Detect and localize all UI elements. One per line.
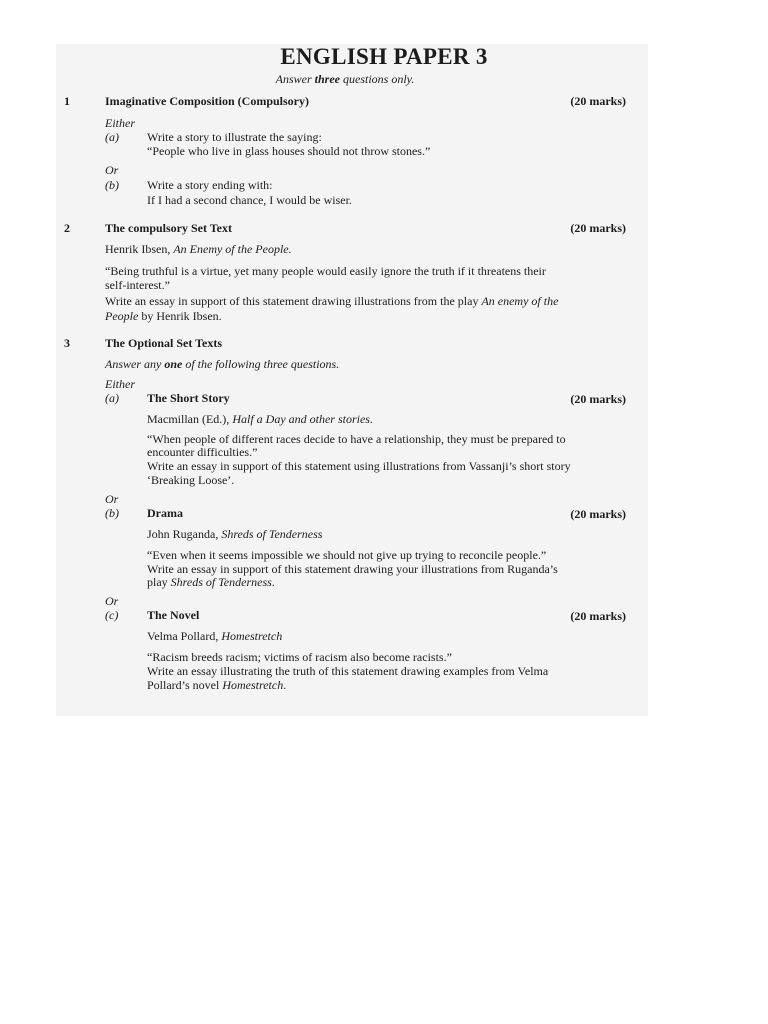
question-2-marks: (20 marks) (570, 221, 626, 235)
q3-option-a-quote-line2: encounter difficulties.” (147, 445, 258, 459)
q1-option-b-label: (b) (105, 178, 119, 192)
q2-set-text: Henrik Ibsen, An Enemy of the People. (105, 242, 292, 256)
q2-task-line1: Write an essay in support of this statement drawing illustrations from the play An enemy of the (105, 294, 559, 308)
q3-or-b: Or (105, 492, 119, 506)
q3-either: Either (105, 377, 135, 391)
q3-option-c-heading: The Novel (147, 608, 200, 622)
q3-option-c-task-line2: Pollard’s novel Homestretch. (147, 678, 287, 692)
q3-option-c-marks: (20 marks) (570, 609, 626, 623)
q1-option-a-line1: Write a story to illustrate the saying: (147, 130, 322, 144)
q2-quote-line1: “Being truthful is a virtue, yet many people would easily ignore the truth if it threatens their (105, 264, 546, 278)
q1-option-a-label: (a) (105, 130, 119, 144)
q3-option-b-marks: (20 marks) (570, 507, 626, 521)
q1-option-b-line1: Write a story ending with: (147, 178, 273, 192)
q1-or: Or (105, 163, 119, 177)
q3-option-a-heading: The Short Story (147, 391, 230, 405)
q3-option-b-task-line1: Write an essay in support of this statement drawing your illustrations from Ruganda’s (147, 562, 558, 576)
question-1-number: 1 (64, 94, 70, 108)
q3-option-a-task-line2: ‘Breaking Loose’. (147, 473, 235, 487)
q3-option-a-marks: (20 marks) (570, 392, 626, 406)
q2-task-line2: People by Henrik Ibsen. (105, 309, 222, 323)
q3-option-a-quote-line1: “When people of different races decide to have a relationship, they must be prepared to (147, 432, 566, 446)
q2-quote-line2: self-interest.” (105, 278, 170, 292)
question-2-number: 2 (64, 221, 70, 235)
q3-option-c-quote-line1: “Racism breeds racism; victims of racism also become racists.” (147, 650, 452, 664)
q3-option-b-task-line2: play Shreds of Tenderness. (147, 575, 275, 589)
q3-option-c-set-text: Velma Pollard, Homestretch (147, 629, 283, 643)
q3-option-c-label: (c) (105, 608, 119, 622)
q3-or-c: Or (105, 594, 119, 608)
q3-option-b-set-text: John Ruganda, Shreds of Tenderness (147, 527, 323, 541)
q1-either: Either (105, 116, 135, 130)
q3-option-a-task-line1: Write an essay in support of this statement using illustrations from Vassanji’s short story (147, 459, 571, 473)
question-1-heading: Imaginative Composition (Compulsory) (105, 94, 310, 108)
page-title: ENGLISH PAPER 3 (280, 44, 488, 69)
question-3-number: 3 (64, 336, 70, 350)
q3-option-a-label: (a) (105, 391, 119, 405)
q3-option-b-heading: Drama (147, 506, 183, 520)
question-1-marks: (20 marks) (570, 94, 626, 108)
q3-option-c-task-line1: Write an essay illustrating the truth of this statement drawing examples from Velma (147, 664, 549, 678)
question-3-heading: The Optional Set Texts (105, 336, 223, 350)
q1-option-b-line2: If I had a second chance, I would be wiser. (147, 193, 352, 207)
q3-option-b-quote-line1: “Even when it seems impossible we should not give up trying to reconcile people.” (147, 548, 547, 562)
q3-instruction: Answer any one of the following three questions. (105, 357, 340, 371)
question-2-heading: The compulsory Set Text (105, 221, 233, 235)
page-instruction: Answer three questions only. (275, 72, 415, 86)
q3-option-a-set-text: Macmillan (Ed.), Half a Day and other stories. (147, 412, 373, 426)
q3-option-b-label: (b) (105, 506, 119, 520)
q1-option-a-line2: “People who live in glass houses should not throw stones.” (147, 144, 431, 158)
